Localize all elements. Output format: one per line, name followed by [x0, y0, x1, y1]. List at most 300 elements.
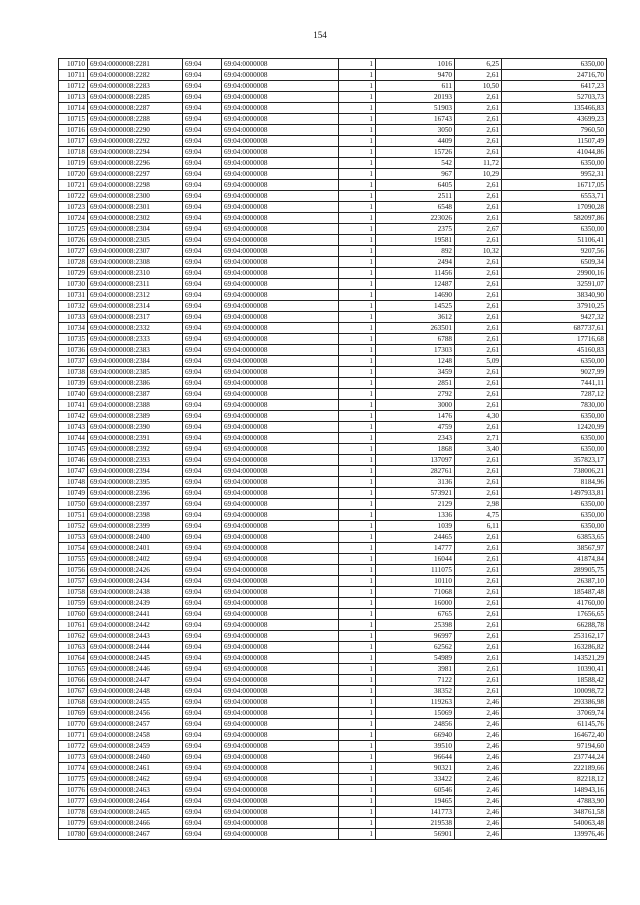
cell-count: 1 [339, 510, 376, 521]
cell-cadastral-number: 69:04:0000008:2455 [88, 697, 183, 708]
cell-count: 1 [339, 741, 376, 752]
cell-row-number: 10724 [59, 213, 88, 224]
cell-area: 223026 [376, 213, 455, 224]
cell-cadastral-district: 69:04 [183, 92, 222, 103]
cell-specific-value: 2,46 [455, 708, 502, 719]
cell-cadastral-quarter: 69:04:0000008 [222, 741, 339, 752]
cell-cadastral-quarter: 69:04:0000008 [222, 268, 339, 279]
cell-row-number: 10713 [59, 92, 88, 103]
cell-count: 1 [339, 169, 376, 180]
cell-row-number: 10741 [59, 400, 88, 411]
cell-row-number: 10776 [59, 785, 88, 796]
cell-count: 1 [339, 246, 376, 257]
table-row [59, 180, 607, 191]
cell-row-number: 10743 [59, 422, 88, 433]
cell-row-number: 10777 [59, 796, 88, 807]
cell-cadastral-value: 29900,16 [502, 268, 607, 279]
cell-area: 16000 [376, 598, 455, 609]
table-row [59, 334, 607, 345]
cell-specific-value: 10,32 [455, 246, 502, 257]
cell-cadastral-number: 69:04:0000008:2390 [88, 422, 183, 433]
cell-area: 2343 [376, 433, 455, 444]
cell-specific-value: 2,61 [455, 268, 502, 279]
cell-cadastral-number: 69:04:0000008:2288 [88, 114, 183, 125]
cell-cadastral-value: 51106,41 [502, 235, 607, 246]
cell-specific-value: 2,46 [455, 719, 502, 730]
cell-specific-value: 2,46 [455, 752, 502, 763]
cell-row-number: 10723 [59, 202, 88, 213]
cell-cadastral-number: 69:04:0000008:2301 [88, 202, 183, 213]
cell-count: 1 [339, 587, 376, 598]
cell-cadastral-quarter: 69:04:0000008 [222, 587, 339, 598]
cell-cadastral-district: 69:04 [183, 411, 222, 422]
cell-count: 1 [339, 752, 376, 763]
cell-cadastral-value: 37910,25 [502, 301, 607, 312]
cell-specific-value: 2,61 [455, 301, 502, 312]
cell-cadastral-value: 47883,90 [502, 796, 607, 807]
cell-area: 4759 [376, 422, 455, 433]
cell-cadastral-number: 69:04:0000008:2391 [88, 433, 183, 444]
cell-count: 1 [339, 378, 376, 389]
cell-specific-value: 2,61 [455, 290, 502, 301]
cell-cadastral-district: 69:04 [183, 389, 222, 400]
cell-specific-value: 2,61 [455, 488, 502, 499]
cell-cadastral-quarter: 69:04:0000008 [222, 477, 339, 488]
cell-cadastral-district: 69:04 [183, 70, 222, 81]
cell-area: 16044 [376, 554, 455, 565]
cell-specific-value: 2,61 [455, 532, 502, 543]
cell-row-number: 10772 [59, 741, 88, 752]
cell-cadastral-number: 69:04:0000008:2459 [88, 741, 183, 752]
cell-area: 10110 [376, 576, 455, 587]
table-row [59, 719, 607, 730]
cell-cadastral-value: 100098,72 [502, 686, 607, 697]
cell-cadastral-number: 69:04:0000008:2460 [88, 752, 183, 763]
cell-cadastral-quarter: 69:04:0000008 [222, 114, 339, 125]
cell-cadastral-value: 253162,17 [502, 631, 607, 642]
cell-cadastral-quarter: 69:04:0000008 [222, 642, 339, 653]
cell-specific-value: 2,46 [455, 796, 502, 807]
cell-cadastral-value: 237744,24 [502, 752, 607, 763]
cell-specific-value: 2,46 [455, 774, 502, 785]
cell-row-number: 10732 [59, 301, 88, 312]
cell-cadastral-quarter: 69:04:0000008 [222, 103, 339, 114]
cell-cadastral-number: 69:04:0000008:2463 [88, 785, 183, 796]
cell-row-number: 10749 [59, 488, 88, 499]
cell-area: 66940 [376, 730, 455, 741]
cell-cadastral-number: 69:04:0000008:2302 [88, 213, 183, 224]
cell-cadastral-number: 69:04:0000008:2292 [88, 136, 183, 147]
cell-count: 1 [339, 180, 376, 191]
cell-cadastral-quarter: 69:04:0000008 [222, 785, 339, 796]
cell-count: 1 [339, 422, 376, 433]
cell-specific-value: 5,09 [455, 356, 502, 367]
cell-row-number: 10771 [59, 730, 88, 741]
cell-specific-value: 2,61 [455, 422, 502, 433]
cell-count: 1 [339, 488, 376, 499]
cell-cadastral-district: 69:04 [183, 565, 222, 576]
cell-cadastral-value: 6350,00 [502, 224, 607, 235]
cell-area: 2494 [376, 257, 455, 268]
cell-cadastral-value: 6350,00 [502, 444, 607, 455]
table-row [59, 268, 607, 279]
cell-cadastral-number: 69:04:0000008:2458 [88, 730, 183, 741]
table-row [59, 114, 607, 125]
cell-cadastral-quarter: 69:04:0000008 [222, 829, 339, 840]
cell-cadastral-number: 69:04:0000008:2304 [88, 224, 183, 235]
cell-row-number: 10712 [59, 81, 88, 92]
cell-cadastral-value: 6350,00 [502, 59, 607, 70]
cell-area: 11456 [376, 268, 455, 279]
cell-row-number: 10758 [59, 587, 88, 598]
cell-cadastral-number: 69:04:0000008:2310 [88, 268, 183, 279]
cell-cadastral-value: 45160,83 [502, 345, 607, 356]
cell-cadastral-value: 6509,34 [502, 257, 607, 268]
cell-cadastral-district: 69:04 [183, 367, 222, 378]
cell-specific-value: 2,61 [455, 202, 502, 213]
cell-row-number: 10761 [59, 620, 88, 631]
cell-cadastral-value: 7287,12 [502, 389, 607, 400]
cell-count: 1 [339, 675, 376, 686]
cell-area: 71068 [376, 587, 455, 598]
cell-row-number: 10755 [59, 554, 88, 565]
cell-cadastral-district: 69:04 [183, 81, 222, 92]
cell-cadastral-district: 69:04 [183, 774, 222, 785]
cell-count: 1 [339, 70, 376, 81]
cell-specific-value: 2,61 [455, 367, 502, 378]
cell-cadastral-district: 69:04 [183, 158, 222, 169]
table-row [59, 675, 607, 686]
cell-cadastral-value: 11507,49 [502, 136, 607, 147]
cell-cadastral-district: 69:04 [183, 697, 222, 708]
cell-row-number: 10751 [59, 510, 88, 521]
cell-specific-value: 6,25 [455, 59, 502, 70]
cell-cadastral-quarter: 69:04:0000008 [222, 367, 339, 378]
cell-cadastral-district: 69:04 [183, 444, 222, 455]
cell-row-number: 10717 [59, 136, 88, 147]
table-row [59, 389, 607, 400]
cell-cadastral-value: 12420,99 [502, 422, 607, 433]
cell-row-number: 10733 [59, 312, 88, 323]
cell-row-number: 10719 [59, 158, 88, 169]
cell-count: 1 [339, 444, 376, 455]
cell-specific-value: 2,61 [455, 312, 502, 323]
cell-cadastral-district: 69:04 [183, 653, 222, 664]
cell-count: 1 [339, 367, 376, 378]
cell-row-number: 10766 [59, 675, 88, 686]
cell-row-number: 10714 [59, 103, 88, 114]
cell-cadastral-district: 69:04 [183, 257, 222, 268]
cell-cadastral-number: 69:04:0000008:2396 [88, 488, 183, 499]
cell-cadastral-number: 69:04:0000008:2399 [88, 521, 183, 532]
table-row [59, 70, 607, 81]
cell-cadastral-quarter: 69:04:0000008 [222, 532, 339, 543]
cell-cadastral-district: 69:04 [183, 180, 222, 191]
cell-area: 4409 [376, 136, 455, 147]
table-row [59, 312, 607, 323]
cell-row-number: 10711 [59, 70, 88, 81]
cell-cadastral-number: 69:04:0000008:2296 [88, 158, 183, 169]
cell-area: 15726 [376, 147, 455, 158]
cell-cadastral-number: 69:04:0000008:2444 [88, 642, 183, 653]
cell-count: 1 [339, 598, 376, 609]
page-number: 154 [313, 30, 327, 40]
table-row [59, 741, 607, 752]
cell-cadastral-quarter: 69:04:0000008 [222, 290, 339, 301]
cell-cadastral-number: 69:04:0000008:2400 [88, 532, 183, 543]
cell-cadastral-district: 69:04 [183, 378, 222, 389]
table-row [59, 565, 607, 576]
cell-row-number: 10742 [59, 411, 88, 422]
cell-cadastral-quarter: 69:04:0000008 [222, 378, 339, 389]
cell-area: 9470 [376, 70, 455, 81]
cell-cadastral-number: 69:04:0000008:2298 [88, 180, 183, 191]
cell-cadastral-value: 41760,00 [502, 598, 607, 609]
table-row [59, 279, 607, 290]
cell-count: 1 [339, 290, 376, 301]
cell-cadastral-number: 69:04:0000008:2314 [88, 301, 183, 312]
cell-area: 6788 [376, 334, 455, 345]
cell-cadastral-quarter: 69:04:0000008 [222, 433, 339, 444]
cell-specific-value: 2,61 [455, 642, 502, 653]
cell-specific-value: 2,67 [455, 224, 502, 235]
cell-cadastral-number: 69:04:0000008:2311 [88, 279, 183, 290]
cell-row-number: 10778 [59, 807, 88, 818]
cell-cadastral-value: 17716,68 [502, 334, 607, 345]
cell-cadastral-value: 6417,23 [502, 81, 607, 92]
cell-area: 137097 [376, 455, 455, 466]
cell-cadastral-district: 69:04 [183, 598, 222, 609]
table-row [59, 400, 607, 411]
cell-cadastral-district: 69:04 [183, 741, 222, 752]
cell-cadastral-quarter: 69:04:0000008 [222, 356, 339, 367]
cell-row-number: 10721 [59, 180, 88, 191]
cell-cadastral-district: 69:04 [183, 499, 222, 510]
cell-cadastral-district: 69:04 [183, 554, 222, 565]
cell-cadastral-district: 69:04 [183, 587, 222, 598]
cell-area: 2511 [376, 191, 455, 202]
table-row [59, 147, 607, 158]
cell-cadastral-quarter: 69:04:0000008 [222, 92, 339, 103]
cell-specific-value: 2,61 [455, 455, 502, 466]
cell-area: 1016 [376, 59, 455, 70]
table-row [59, 576, 607, 587]
table-row [59, 499, 607, 510]
cell-specific-value: 2,61 [455, 565, 502, 576]
cell-row-number: 10738 [59, 367, 88, 378]
cell-cadastral-quarter: 69:04:0000008 [222, 752, 339, 763]
cell-specific-value: 2,61 [455, 664, 502, 675]
cell-row-number: 10774 [59, 763, 88, 774]
cell-cadastral-value: 8184,96 [502, 477, 607, 488]
cell-cadastral-quarter: 69:04:0000008 [222, 620, 339, 631]
cell-cadastral-value: 32591,07 [502, 279, 607, 290]
cell-cadastral-district: 69:04 [183, 246, 222, 257]
cell-area: 967 [376, 169, 455, 180]
cell-specific-value: 6,11 [455, 521, 502, 532]
cell-count: 1 [339, 81, 376, 92]
cell-cadastral-number: 69:04:0000008:2465 [88, 807, 183, 818]
cell-cadastral-quarter: 69:04:0000008 [222, 675, 339, 686]
cell-cadastral-district: 69:04 [183, 290, 222, 301]
cell-area: 1476 [376, 411, 455, 422]
cell-cadastral-quarter: 69:04:0000008 [222, 213, 339, 224]
cell-area: 119263 [376, 697, 455, 708]
cell-specific-value: 2,61 [455, 279, 502, 290]
table-row [59, 796, 607, 807]
cell-row-number: 10734 [59, 323, 88, 334]
cell-cadastral-number: 69:04:0000008:2308 [88, 257, 183, 268]
cell-cadastral-value: 293386,98 [502, 697, 607, 708]
table-row [59, 818, 607, 829]
table-row [59, 411, 607, 422]
cell-cadastral-number: 69:04:0000008:2394 [88, 466, 183, 477]
cell-cadastral-quarter: 69:04:0000008 [222, 664, 339, 675]
cell-count: 1 [339, 829, 376, 840]
cell-count: 1 [339, 433, 376, 444]
cell-count: 1 [339, 356, 376, 367]
cell-cadastral-quarter: 69:04:0000008 [222, 653, 339, 664]
cell-row-number: 10770 [59, 719, 88, 730]
cell-cadastral-quarter: 69:04:0000008 [222, 499, 339, 510]
cell-cadastral-number: 69:04:0000008:2461 [88, 763, 183, 774]
cell-cadastral-quarter: 69:04:0000008 [222, 818, 339, 829]
cell-cadastral-value: 7441,11 [502, 378, 607, 389]
cell-cadastral-quarter: 69:04:0000008 [222, 70, 339, 81]
cell-cadastral-district: 69:04 [183, 59, 222, 70]
cell-cadastral-quarter: 69:04:0000008 [222, 466, 339, 477]
cell-cadastral-value: 37069,74 [502, 708, 607, 719]
cell-count: 1 [339, 620, 376, 631]
cell-cadastral-number: 69:04:0000008:2447 [88, 675, 183, 686]
cell-cadastral-number: 69:04:0000008:2287 [88, 103, 183, 114]
cell-specific-value: 2,46 [455, 730, 502, 741]
cell-specific-value: 2,71 [455, 433, 502, 444]
cell-cadastral-quarter: 69:04:0000008 [222, 81, 339, 92]
cell-specific-value: 2,61 [455, 257, 502, 268]
cell-count: 1 [339, 389, 376, 400]
cell-cadastral-quarter: 69:04:0000008 [222, 609, 339, 620]
table-row [59, 598, 607, 609]
cell-row-number: 10735 [59, 334, 88, 345]
cell-cadastral-district: 69:04 [183, 279, 222, 290]
cell-area: 3459 [376, 367, 455, 378]
cell-area: 219538 [376, 818, 455, 829]
cell-area: 1336 [376, 510, 455, 521]
cell-area: 17303 [376, 345, 455, 356]
cell-cadastral-value: 1497933,81 [502, 488, 607, 499]
table-row [59, 829, 607, 840]
cell-cadastral-district: 69:04 [183, 730, 222, 741]
cell-row-number: 10773 [59, 752, 88, 763]
cell-specific-value: 2,61 [455, 213, 502, 224]
cell-cadastral-value: 135466,83 [502, 103, 607, 114]
cell-cadastral-value: 738006,21 [502, 466, 607, 477]
cell-count: 1 [339, 136, 376, 147]
cell-row-number: 10747 [59, 466, 88, 477]
cell-specific-value: 2,61 [455, 70, 502, 81]
cell-row-number: 10745 [59, 444, 88, 455]
cell-cadastral-quarter: 69:04:0000008 [222, 235, 339, 246]
cell-area: 14690 [376, 290, 455, 301]
cell-cadastral-value: 139976,46 [502, 829, 607, 840]
cell-area: 573921 [376, 488, 455, 499]
cell-cadastral-quarter: 69:04:0000008 [222, 191, 339, 202]
cell-cadastral-district: 69:04 [183, 312, 222, 323]
cell-row-number: 10780 [59, 829, 88, 840]
cell-area: 20193 [376, 92, 455, 103]
cell-cadastral-district: 69:04 [183, 323, 222, 334]
cell-cadastral-quarter: 69:04:0000008 [222, 246, 339, 257]
cell-area: 542 [376, 158, 455, 169]
cell-cadastral-number: 69:04:0000008:2281 [88, 59, 183, 70]
cell-count: 1 [339, 213, 376, 224]
cell-count: 1 [339, 477, 376, 488]
cell-cadastral-district: 69:04 [183, 521, 222, 532]
cell-cadastral-district: 69:04 [183, 213, 222, 224]
cell-cadastral-value: 6350,00 [502, 433, 607, 444]
cell-count: 1 [339, 125, 376, 136]
cell-row-number: 10725 [59, 224, 88, 235]
table-row [59, 136, 607, 147]
cell-cadastral-value: 26387,10 [502, 576, 607, 587]
cell-row-number: 10715 [59, 114, 88, 125]
cell-cadastral-quarter: 69:04:0000008 [222, 708, 339, 719]
cell-cadastral-value: 7830,00 [502, 400, 607, 411]
cell-area: 39510 [376, 741, 455, 752]
cell-count: 1 [339, 158, 376, 169]
cell-specific-value: 2,61 [455, 378, 502, 389]
cell-row-number: 10736 [59, 345, 88, 356]
cell-area: 51903 [376, 103, 455, 114]
cell-count: 1 [339, 653, 376, 664]
cell-cadastral-number: 69:04:0000008:2317 [88, 312, 183, 323]
cell-cadastral-number: 69:04:0000008:2464 [88, 796, 183, 807]
table-row [59, 257, 607, 268]
cell-cadastral-value: 66288,78 [502, 620, 607, 631]
table-row [59, 642, 607, 653]
cell-cadastral-value: 10390,41 [502, 664, 607, 675]
cell-cadastral-quarter: 69:04:0000008 [222, 730, 339, 741]
cell-area: 25398 [376, 620, 455, 631]
cell-cadastral-district: 69:04 [183, 609, 222, 620]
cell-area: 56901 [376, 829, 455, 840]
cell-specific-value: 2,61 [455, 653, 502, 664]
cell-cadastral-number: 69:04:0000008:2457 [88, 719, 183, 730]
cell-count: 1 [339, 400, 376, 411]
cell-area: 96997 [376, 631, 455, 642]
cell-cadastral-value: 687737,61 [502, 323, 607, 334]
cell-cadastral-number: 69:04:0000008:2294 [88, 147, 183, 158]
table-row [59, 169, 607, 180]
cell-cadastral-district: 69:04 [183, 235, 222, 246]
cell-cadastral-quarter: 69:04:0000008 [222, 169, 339, 180]
cell-cadastral-number: 69:04:0000008:2441 [88, 609, 183, 620]
cell-row-number: 10753 [59, 532, 88, 543]
cell-row-number: 10764 [59, 653, 88, 664]
cell-count: 1 [339, 697, 376, 708]
cell-cadastral-number: 69:04:0000008:2333 [88, 334, 183, 345]
cell-cadastral-value: 9207,56 [502, 246, 607, 257]
cell-row-number: 10740 [59, 389, 88, 400]
cell-cadastral-number: 69:04:0000008:2282 [88, 70, 183, 81]
cell-area: 14777 [376, 543, 455, 554]
cell-cadastral-number: 69:04:0000008:2393 [88, 455, 183, 466]
cell-area: 38352 [376, 686, 455, 697]
cell-cadastral-district: 69:04 [183, 752, 222, 763]
table-row [59, 554, 607, 565]
cell-count: 1 [339, 224, 376, 235]
